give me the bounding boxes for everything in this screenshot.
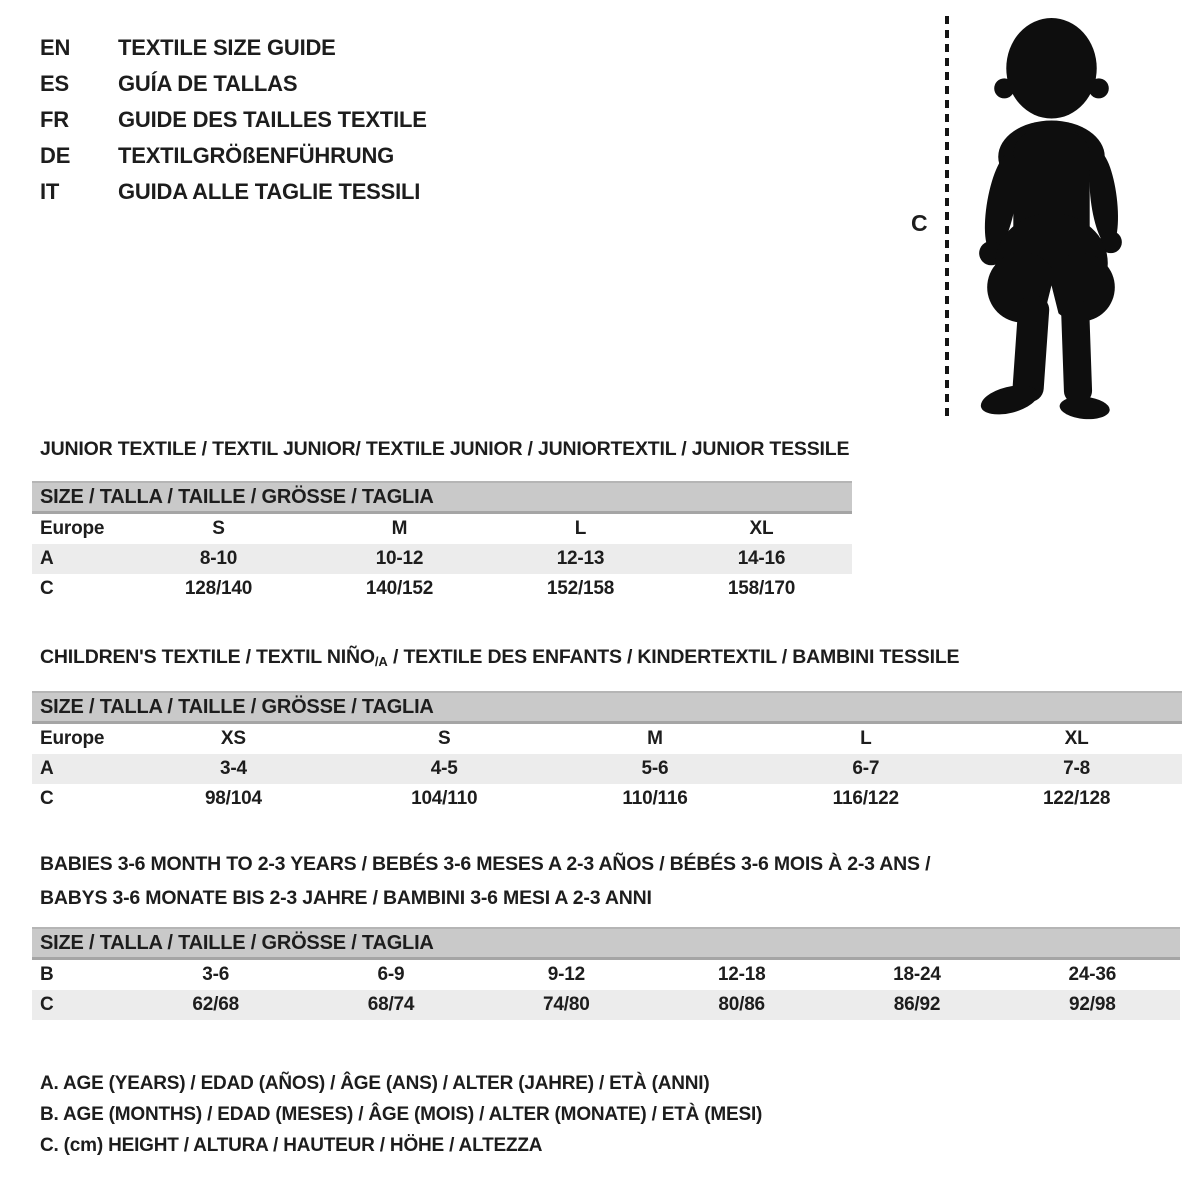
table-cell: 158/170	[727, 578, 796, 599]
row-label: A	[40, 758, 54, 779]
table-cell: 12-13	[556, 548, 605, 569]
table-cell: 128/140	[184, 578, 253, 599]
table-cell: 62/68	[192, 994, 239, 1015]
table-row-age	[32, 754, 1182, 784]
row-label: A	[40, 548, 54, 569]
legend-line-a: A. AGE (YEARS) / EDAD (AÑOS) / ÂGE (ANS) / ALTER (JAHRE) / ETÀ (ANNI)	[40, 1073, 710, 1094]
legend-line-b: B. AGE (MONTHS) / EDAD (MESES) / ÂGE (MOIS) / ALTER (MONATE) / ETÀ (MESI)	[40, 1104, 763, 1125]
table-row-europe	[32, 514, 852, 544]
table-cell: XS	[220, 728, 246, 749]
babies-size-table	[32, 927, 1180, 1020]
table-cell: L	[860, 728, 872, 749]
children-title-part2: / TEXTILE DES ENFANTS / KINDERTEXTIL / BAMBINI TESSILE	[387, 646, 960, 668]
table-cell: 24-36	[1068, 964, 1117, 985]
table-cell: 86/92	[893, 994, 941, 1015]
table-cell: 74/80	[543, 994, 590, 1015]
language-title-list	[40, 30, 427, 210]
table-row-height	[32, 784, 1182, 814]
language-row-de	[40, 138, 427, 174]
table-cell: 152/158	[546, 578, 615, 599]
table-cell: 116/122	[832, 788, 899, 809]
table-cell: XL	[1064, 728, 1089, 749]
language-title: TEXTILE SIZE GUIDE	[118, 35, 336, 60]
language-code: FR	[40, 107, 69, 132]
language-row-fr	[40, 102, 427, 138]
children-title-part1: CHILDREN'S TEXTILE / TEXTIL NIÑO	[40, 646, 375, 668]
babies-section-title	[40, 847, 930, 915]
table-cell: S	[212, 518, 225, 539]
language-row-it	[40, 174, 427, 210]
table-cell: 92/98	[1069, 994, 1116, 1015]
table-cell: XL	[749, 518, 774, 539]
table-row-age	[32, 544, 852, 574]
junior-size-table	[32, 481, 852, 604]
table-cell: 98/104	[204, 788, 262, 809]
table-cell: 68/74	[367, 994, 415, 1015]
table-cell: 5-6	[641, 758, 669, 779]
table-cell: 18-24	[893, 964, 941, 985]
table-cell: 10-12	[375, 548, 424, 569]
row-label: C	[40, 994, 54, 1015]
table-row-height	[32, 574, 852, 604]
table-cell: 6-9	[377, 964, 405, 985]
table-cell: 14-16	[737, 548, 786, 569]
table-cell: L	[574, 518, 587, 539]
table-row-age-months	[32, 960, 1180, 990]
table-row-height	[32, 990, 1180, 1020]
height-measure-line	[945, 16, 949, 418]
table-cell: M	[647, 728, 663, 749]
children-size-table	[32, 691, 1182, 814]
language-title: GUÍA DE TALLAS	[118, 71, 298, 96]
toddler-silhouette-icon	[962, 14, 1140, 420]
language-row-es	[40, 66, 427, 102]
language-title: TEXTILGRÖßENFÜHRUNG	[118, 143, 395, 168]
language-row-en	[40, 30, 427, 66]
language-code: DE	[40, 143, 71, 168]
measure-legend	[40, 1068, 762, 1161]
row-label: B	[40, 964, 54, 985]
table-cell: S	[437, 728, 451, 749]
table-cell: 140/152	[365, 578, 434, 599]
babies-title-line2: BABYS 3-6 MONATE BIS 2-3 JAHRE / BAMBINI 3-6 MESI A 2-3 ANNI	[40, 887, 652, 909]
language-title: GUIDE DES TAILLES TEXTILE	[118, 107, 427, 132]
language-title: GUIDA ALLE TAGLIE TESSILI	[118, 179, 421, 204]
language-code: EN	[40, 35, 71, 60]
size-header-row: SIZE / TALLA / TAILLE / GRÖSSE / TAGLIA	[32, 481, 852, 514]
row-label: Europe	[40, 728, 105, 749]
table-cell: 3-6	[202, 964, 230, 985]
table-cell: 7-8	[1063, 758, 1091, 779]
height-measure-label: C	[911, 210, 928, 236]
table-cell: 122/128	[1042, 788, 1111, 809]
table-cell: 8-10	[199, 548, 238, 569]
legend-line-c: C. (cm) HEIGHT / ALTURA / HAUTEUR / HÖHE / ALTEZZA	[40, 1135, 543, 1156]
size-header-row: SIZE / TALLA / TAILLE / GRÖSSE / TAGLIA	[32, 927, 1180, 960]
children-section-title	[40, 645, 959, 674]
table-cell: 6-7	[852, 758, 880, 779]
language-code: IT	[40, 179, 60, 204]
junior-section-title: JUNIOR TEXTILE / TEXTIL JUNIOR/ TEXTILE JUNIOR / JUNIORTEXTIL / JUNIOR TESSILE	[40, 438, 850, 460]
children-title-subscript: /A	[374, 654, 388, 669]
table-cell: 110/116	[622, 788, 688, 809]
table-cell: 4-5	[430, 758, 458, 779]
size-header-row: SIZE / TALLA / TAILLE / GRÖSSE / TAGLIA	[32, 691, 1182, 724]
table-cell: 80/86	[718, 994, 765, 1015]
language-code: ES	[40, 71, 69, 96]
table-cell: 9-12	[547, 964, 585, 985]
row-label: C	[40, 578, 54, 599]
table-cell: M	[391, 518, 408, 539]
table-cell: 104/110	[411, 788, 478, 809]
table-cell: 12-18	[717, 964, 766, 985]
row-label: Europe	[40, 518, 105, 539]
table-cell: 3-4	[219, 758, 247, 779]
babies-title-line1: BABIES 3-6 MONTH TO 2-3 YEARS / BEBÉS 3-6 MESES A 2-3 AÑOS / BÉBÉS 3-6 MOIS À 2-3 ANS /	[40, 853, 931, 875]
row-label: C	[40, 788, 54, 809]
table-row-europe	[32, 724, 1182, 754]
